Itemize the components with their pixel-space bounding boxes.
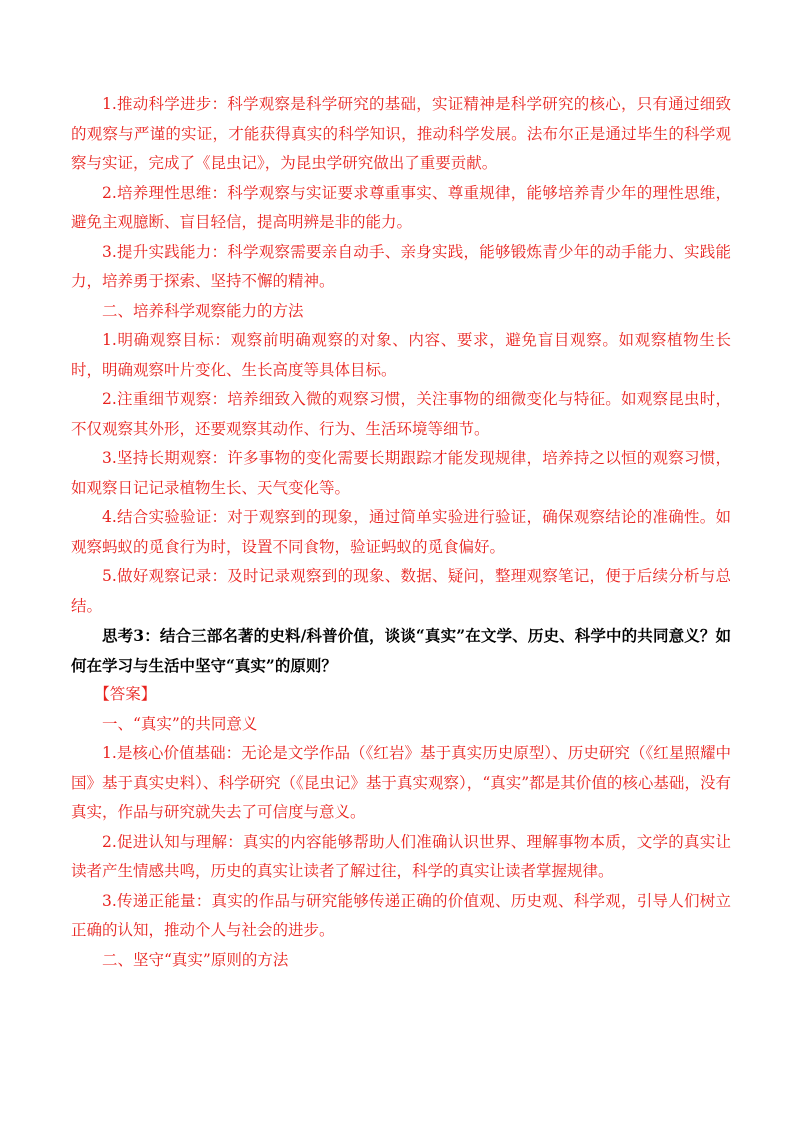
paragraph-cognition: 2.促进认知与理解：真实的内容能够帮助人们准确认识世界、理解事物本质，文学的真实让读者产生情感共鸣，历史的真实让读者了解过往，科学的真实让读者掌握规律。 xyxy=(71,832,731,880)
paragraph-core-value: 1.是核心价值基础：无论是文学作品（《红岩》基于真实历史原型）、历史研究（《红星照耀中国》基于真实史料）、科学研究（《昆虫记》基于真实观察），“真实”都是其价值的核心基础，没有真实，作品与研究就失去了可信度与意义。 xyxy=(71,744,731,821)
paragraph-positive-energy: 3.传递正能量：真实的作品与研究能够传递正确的价值观、历史观、科学观，引导人们树立正确的认知，推动个人与社会的进步。 xyxy=(71,891,731,939)
question-heading: 思考3：结合三部名著的史料/科普价值，谈谈“真实”在文学、历史、科学中的共同意义？如何在学习与生活中坚守“真实”的原则？ xyxy=(71,626,731,675)
paragraph-rational-thinking: 2.培养理性思维：科学观察与实证要求尊重事实、尊重规律，能够培养青少年的理性思维，避免主观臆断、盲目轻信，提高明辨是非的能力。 xyxy=(71,183,731,231)
paragraph-detail-observation: 2.注重细节观察：培养细致入微的观察习惯，关注事物的细微变化与特征。如观察昆虫时，不仅观察其外形，还要观察其动作、行为、生活环境等细节。 xyxy=(71,390,731,438)
document-page xyxy=(71,90,731,975)
section-heading-truth-methods: 二、坚守“真实”原则的方法 xyxy=(102,950,289,969)
paragraph-observation-records: 5.做好观察记录：及时记录观察到的现象、数据、疑问，整理观察笔记，便于后续分析与总结。 xyxy=(71,567,731,615)
paragraph-experiment-verification: 4.结合实验验证：对于观察到的现象，通过简单实验进行验证，确保观察结论的准确性。如观察蚂蚁的觅食行为时，设置不同食物，验证蚂蚁的觅食偏好。 xyxy=(71,508,731,556)
paragraph-clear-goal: 1.明确观察目标：观察前明确观察的对象、内容、要求，避免盲目观察。如观察植物生长时，明确观察叶片变化、生长高度等具体目标。 xyxy=(71,331,731,379)
paragraph-long-term-observation: 3.坚持长期观察：许多事物的变化需要长期跟踪才能发现规律，培养持之以恒的观察习惯，如观察日记记录植物生长、天气变化等。 xyxy=(71,449,731,497)
section-heading-common-meaning: 一、“真实”的共同意义 xyxy=(102,714,258,733)
section-heading-observation-methods: 二、培养科学观察能力的方法 xyxy=(102,301,304,320)
paragraph-promote-science: 1.推动科学进步：科学观察是科学研究的基础，实证精神是科学研究的核心，只有通过细致的观察与严谨的实证，才能获得真实的科学知识，推动科学发展。法布尔正是通过毕生的科学观察与实证，完成了《昆虫记》，为昆虫学研究做出了重要贡献。 xyxy=(71,95,731,172)
answer-label: 【答案】 xyxy=(94,685,157,703)
paragraph-practice-ability: 3.提升实践能力：科学观察需要亲自动手、亲身实践，能够锻炼青少年的动手能力、实践能力，培养勇于探索、坚持不懈的精神。 xyxy=(71,242,731,290)
